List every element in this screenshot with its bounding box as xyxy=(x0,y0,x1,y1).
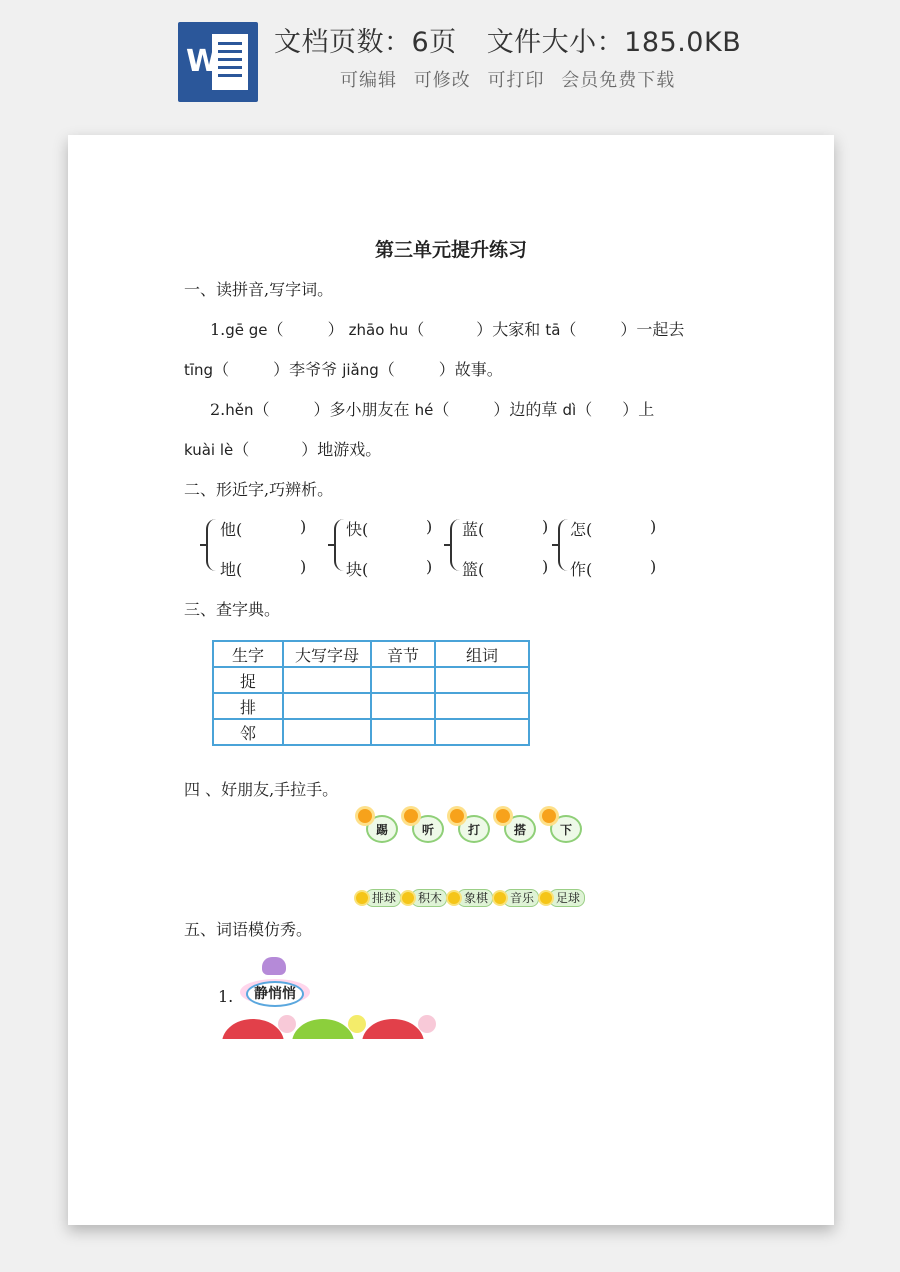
noun-chip[interactable]: 音乐 xyxy=(494,889,539,907)
answer-cell[interactable] xyxy=(435,693,529,719)
feature-editable: 可编辑 xyxy=(340,70,397,91)
close-paren: ) xyxy=(650,557,657,576)
example-word: 静悄悄 xyxy=(246,981,304,1007)
similar-char-1-bottom: 地( xyxy=(220,560,243,579)
row-char: 排 xyxy=(213,693,283,719)
page-title: 第三单元提升练习 xyxy=(374,239,527,261)
similar-char-2-top: 快( xyxy=(346,520,369,539)
close-paren: ) xyxy=(300,557,307,576)
pinyin-line-2: tīng（ ）李爷爷 jiǎng（ ）故事。 xyxy=(184,360,503,379)
similar-char-3-top: 蓝( xyxy=(462,520,485,539)
verb-chip[interactable]: 下 xyxy=(550,815,582,843)
similar-char-2-bottom: 块( xyxy=(346,560,369,579)
example-word-badge xyxy=(236,971,312,1007)
section-4-heading: 四 、好朋友,手拉手。 xyxy=(184,780,339,799)
row-char: 邻 xyxy=(213,719,283,745)
document-page xyxy=(68,135,834,1225)
verb-chip[interactable]: 搭 xyxy=(504,815,536,843)
answer-cell[interactable] xyxy=(283,719,371,745)
similar-char-4-top: 怎( xyxy=(570,520,593,539)
brace-group-2 xyxy=(334,519,346,571)
header-capital: 大写字母 xyxy=(283,641,371,667)
close-paren: ) xyxy=(542,517,549,536)
section-3-heading: 三、查字典。 xyxy=(184,600,281,619)
close-paren: ) xyxy=(426,517,433,536)
answer-cell[interactable] xyxy=(435,667,529,693)
brace-group-1 xyxy=(206,519,218,571)
page-count: 文档页数：6页 xyxy=(274,27,457,58)
verb-chip[interactable]: 听 xyxy=(412,815,444,843)
dictionary-table xyxy=(212,640,530,746)
similar-char-3-bottom: 篮( xyxy=(462,560,485,579)
pinyin-line-1: 1.gē ge（ ） zhāo hu（ ）大家和 tā（ ）一起去 xyxy=(210,320,685,339)
word-document-icon xyxy=(178,22,258,102)
exercise-number: 1. xyxy=(218,987,234,1006)
file-size: 文件大小：185.0KB xyxy=(486,27,742,58)
verb-chip[interactable]: 打 xyxy=(458,815,490,843)
pinyin-line-4: kuài lè（ ）地游戏。 xyxy=(184,440,382,459)
answer-cell[interactable] xyxy=(283,693,371,719)
answer-cell[interactable] xyxy=(435,719,529,745)
document-meta xyxy=(274,20,741,59)
cat-icon xyxy=(262,957,286,975)
brace-group-3 xyxy=(450,519,462,571)
answer-leaf-red[interactable] xyxy=(222,1019,284,1053)
answer-leaf-green[interactable] xyxy=(292,1019,354,1053)
answer-cell[interactable] xyxy=(283,667,371,693)
feature-list xyxy=(340,66,685,92)
brace-group-4 xyxy=(558,519,570,571)
header-syllable: 音节 xyxy=(371,641,435,667)
feature-modifiable: 可修改 xyxy=(413,70,471,91)
section-5-heading: 五、词语模仿秀。 xyxy=(184,920,313,939)
table-header-row xyxy=(213,641,529,667)
verb-chip[interactable]: 踢 xyxy=(366,815,398,843)
answer-cell[interactable] xyxy=(371,719,435,745)
close-paren: ) xyxy=(650,517,657,536)
header-word: 组词 xyxy=(435,641,529,667)
similar-char-1-top: 他( xyxy=(220,520,243,539)
table-row xyxy=(213,667,529,693)
answer-cell[interactable] xyxy=(371,667,435,693)
table-row xyxy=(213,693,529,719)
header-banner xyxy=(0,0,900,120)
answer-cell[interactable] xyxy=(371,693,435,719)
section-2-heading: 二、形近字,巧辨析。 xyxy=(184,480,334,499)
header-char: 生字 xyxy=(213,641,283,667)
close-paren: ) xyxy=(300,517,307,536)
similar-char-4-bottom: 作( xyxy=(570,560,593,579)
table-row xyxy=(213,719,529,745)
feature-member-download: 会员免费下载 xyxy=(561,70,676,91)
answer-leaf-red[interactable] xyxy=(362,1019,424,1053)
noun-chip[interactable]: 象棋 xyxy=(448,889,493,907)
row-char: 捉 xyxy=(213,667,283,693)
word-letter: W xyxy=(186,44,220,79)
close-paren: ) xyxy=(426,557,433,576)
noun-chip[interactable]: 积木 xyxy=(402,889,447,907)
pinyin-line-3: 2.hěn（ ）多小朋友在 hé（ ）边的草 dì（ ）上 xyxy=(210,400,655,419)
section-1-heading: 一、读拼音,写字词。 xyxy=(184,280,334,299)
noun-chip[interactable]: 足球 xyxy=(540,889,585,907)
feature-printable: 可打印 xyxy=(487,70,545,91)
noun-chip[interactable]: 排球 xyxy=(356,889,401,907)
close-paren: ) xyxy=(542,557,549,576)
